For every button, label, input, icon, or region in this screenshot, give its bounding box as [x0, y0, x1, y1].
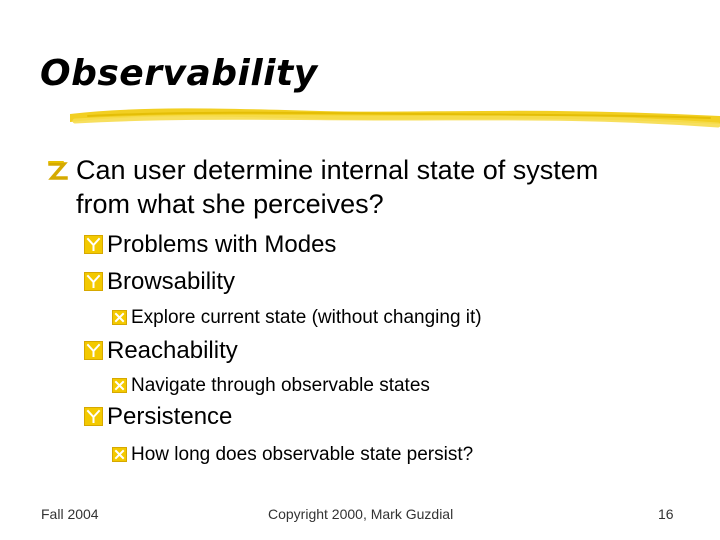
yellow-y-box-icon — [84, 341, 103, 360]
sub-bullet-row — [84, 231, 336, 259]
slide-number: 16 — [658, 506, 674, 522]
sub-bullet-text: Reachability — [107, 337, 238, 364]
footer-date: Fall 2004 — [41, 506, 99, 522]
yellow-x-box-icon — [112, 310, 127, 325]
sub-bullet-text: Persistence — [107, 403, 233, 430]
yellow-x-box-icon — [112, 447, 127, 462]
main-bullet-row — [42, 153, 662, 221]
z-bullet-icon — [42, 153, 72, 182]
detail-bullet-row — [112, 443, 473, 467]
detail-bullet-row — [112, 306, 482, 330]
yellow-y-box-icon — [84, 272, 103, 291]
yellow-y-box-icon — [84, 407, 103, 426]
sub-bullet-row — [84, 337, 238, 365]
slide-title: Observability — [40, 53, 318, 94]
footer-copyright: Copyright 2000, Mark Guzdial — [268, 506, 454, 522]
sub-bullet-text: Browsability — [107, 268, 236, 295]
detail-bullet-text: How long does observable state persist? — [131, 444, 474, 465]
main-bullet-text: Can user determine internal state of system from what she perceives? — [76, 155, 599, 219]
title-underline-brush — [70, 100, 720, 136]
yellow-x-box-icon — [112, 378, 127, 393]
sub-bullet-row — [84, 403, 232, 431]
sub-bullet-text: Problems with Modes — [107, 231, 337, 258]
sub-bullet-row — [84, 268, 235, 296]
detail-bullet-row — [112, 374, 430, 398]
yellow-y-box-icon — [84, 235, 103, 254]
detail-bullet-text: Explore current state (without changing it) — [131, 307, 482, 328]
detail-bullet-text: Navigate through observable states — [131, 375, 430, 396]
